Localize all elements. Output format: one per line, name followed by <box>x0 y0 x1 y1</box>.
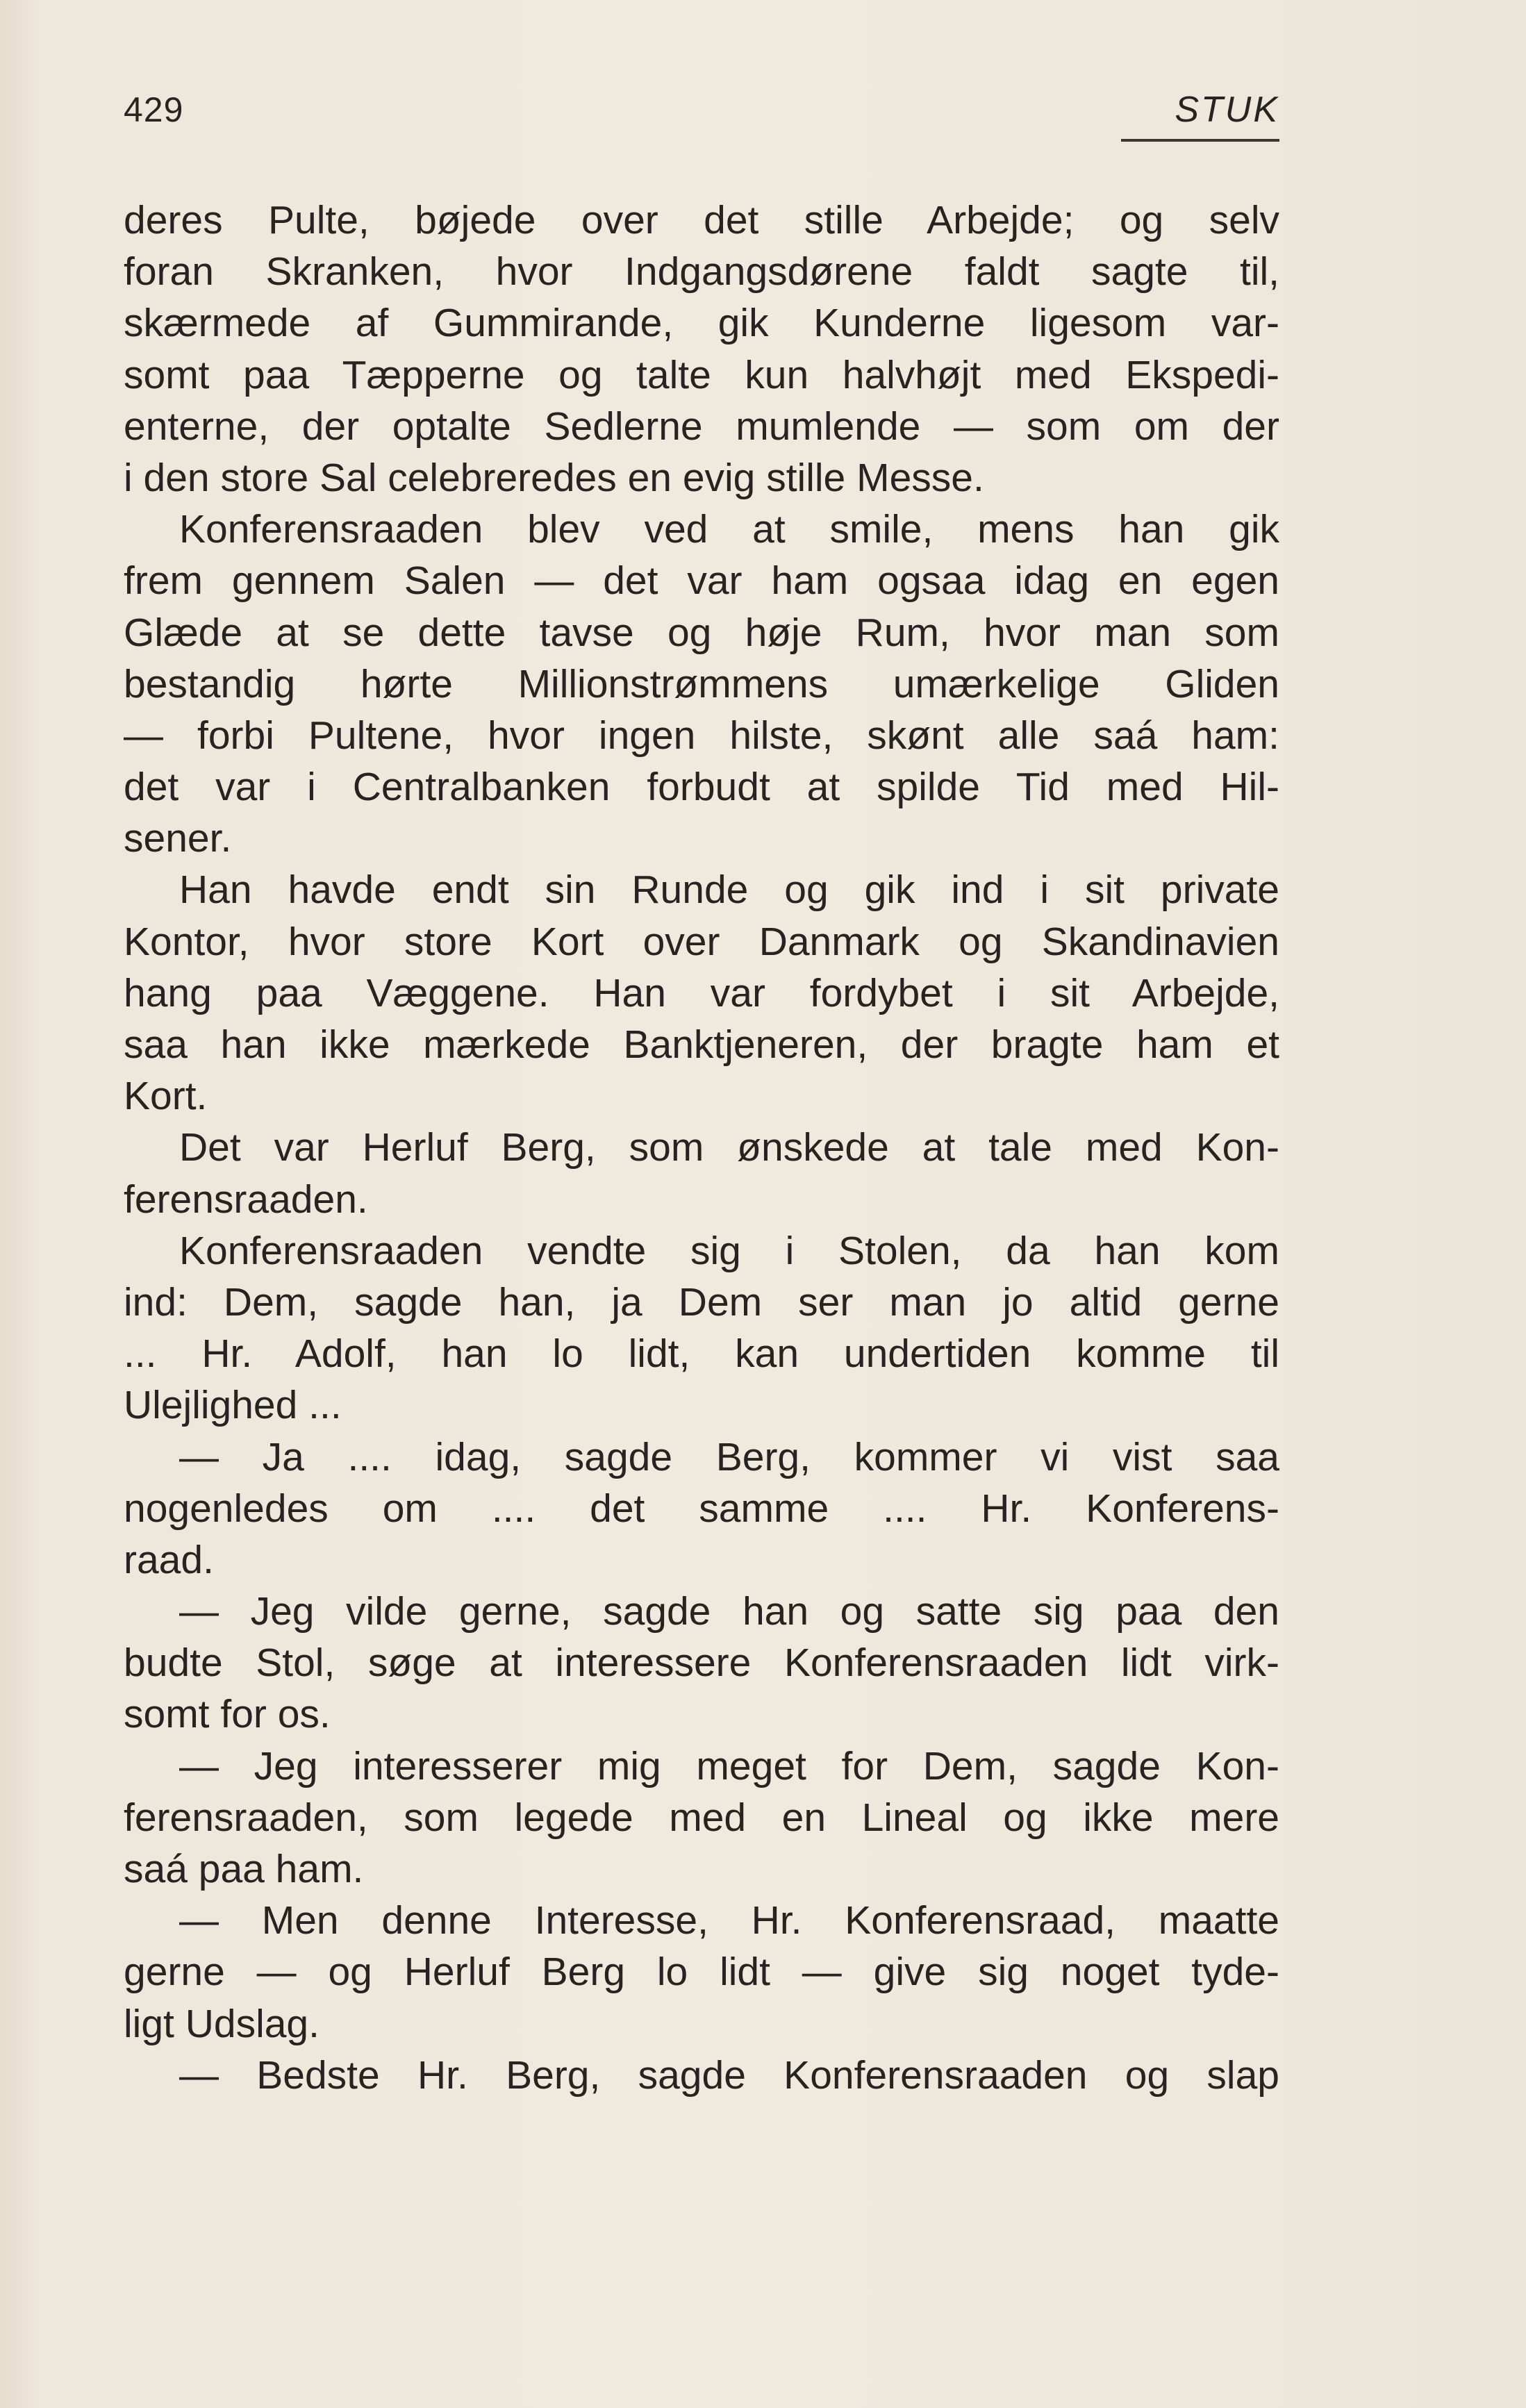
text-line: ligt Udslag. <box>124 2001 320 2046</box>
paragraph-start: Konferensraaden vendte sig i Stolen, da han kom <box>179 1228 1279 1273</box>
text-line: raad. <box>124 1537 214 1582</box>
text-line: enterne, der optalte Sedlerne mumlende — som om der <box>124 404 1279 449</box>
text-line: somt paa Tæpperne og talte kun halvhøjt med Ekspedi- <box>124 352 1279 397</box>
text-line: Ulejlighed ... <box>124 1383 342 1428</box>
text-line: saá paa ham. <box>124 1847 364 1891</box>
paragraph-start: — Bedste Hr. Berg, sagde Konferensraaden og slap <box>179 2052 1279 2098</box>
text-line: Glæde at se dette tavse og høje Rum, hvor man som <box>124 610 1279 655</box>
text-line: ind: Dem, sagde han, ja Dem ser man jo altid gerne <box>124 1279 1279 1325</box>
text-line: ... Hr. Adolf, han lo lidt, kan undertiden komme til <box>124 1331 1279 1377</box>
text-line: bestandig hørte Millionstrømmens umærkelige Gliden <box>124 661 1279 706</box>
text-line: sener. <box>124 816 232 861</box>
text-line: nogenledes om .... det samme .... Hr. Konferens- <box>124 1486 1279 1531</box>
text-line: i den store Sal celebreredes en evig stille Messe. <box>124 455 984 500</box>
text-line: gerne — og Herluf Berg lo lidt — give sig noget tyde- <box>124 1950 1279 1995</box>
header-rule <box>1121 139 1279 142</box>
paragraph-start: Det var Herluf Berg, som ønskede at tale med Kon- <box>179 1125 1279 1170</box>
text-line: budte Stol, søge at interessere Konferensraaden lidt virk- <box>124 1641 1279 1686</box>
text-line: deres Pulte, bøjede over det stille Arbejde; og selv <box>124 198 1279 242</box>
body-text <box>124 194 1279 2101</box>
text-line: det var i Centralbanken forbudt at spilde Tid med Hil- <box>124 765 1279 810</box>
paragraph-start: Konferensraaden blev ved at smile, mens han gik <box>179 507 1279 552</box>
paragraph-start: Han havde endt sin Runde og gik ind i sit private <box>179 867 1279 913</box>
paragraph-start: — Jeg interesserer mig meget for Dem, sagde Kon- <box>179 1743 1279 1788</box>
page-header <box>124 89 1279 144</box>
text-line: — forbi Pultene, hvor ingen hilste, skønt alle saá ham: <box>124 713 1279 758</box>
page-number: 429 <box>124 90 184 129</box>
text-line: saa han ikke mærkede Banktjeneren, der bragte ham et <box>124 1022 1279 1067</box>
text-line: hang paa Væggene. Han var fordybet i sit Arbejde, <box>124 970 1279 1015</box>
text-line: foran Skranken, hvor Indgangsdørene faldt sagte til, <box>124 249 1279 294</box>
text-line: ferensraaden. <box>124 1177 368 1222</box>
text-line: Kontor, hvor store Kort over Danmark og Skandinavien <box>124 919 1279 964</box>
paragraph-start: — Men denne Interesse, Hr. Konferensraad, maatte <box>179 1898 1279 1943</box>
text-line: frem gennem Salen — det var ham ogsaa idag en egen <box>124 558 1279 604</box>
paragraph-start: — Jeg vilde gerne, sagde han og satte sig paa den <box>179 1589 1279 1634</box>
paragraph-start: — Ja .... idag, sagde Berg, kommer vi vist saa <box>179 1434 1279 1479</box>
text-line: Kort. <box>124 1074 208 1119</box>
text-line: skærmede af Gummirande, gik Kunderne ligesom var- <box>124 301 1279 346</box>
text-line: ferensraaden, som legede med en Lineal og ikke mere <box>124 1795 1279 1840</box>
text-line: somt for os. <box>124 1692 331 1737</box>
running-title: STUK <box>1175 90 1279 130</box>
